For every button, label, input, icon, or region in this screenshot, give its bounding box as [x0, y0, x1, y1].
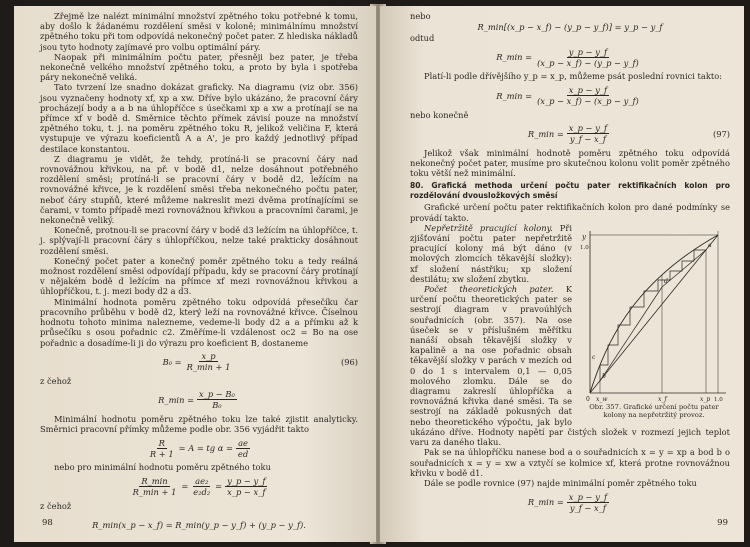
figure-357-caption: Obr. 357. Grafické určení počtu pater kolony na nepřetržitý provoz. [589, 402, 719, 419]
eq-min-eq1: = [181, 481, 189, 492]
eq-min-right-den: x_p − x_f [227, 487, 266, 498]
right-text-column [410, 11, 730, 516]
x-end-label: 1.0 [714, 396, 723, 403]
equation-97 [410, 123, 730, 145]
eq97-lhs: R_min = [527, 128, 564, 139]
section-80-title: 80. Grafická methoda určení počtu pater rektifikačních kolon pro rozdělování dvousložkových směsí [410, 181, 730, 200]
mccabe-thiele-diagram [578, 225, 730, 403]
left-paragraph-5: Konečně, protnou-li se pracovní čáry v bodě d3 ležícím na úhlopříčce, t. j. splývají-li pracovní čáry s úhlopříčkou, nelze také prakticky dosáhnout rozdělení směsi. [40, 225, 358, 256]
eq-b-numerator: y_p − y_f [568, 46, 608, 57]
point-d-label: d [664, 277, 668, 285]
z-cehoz-1: z čehož [40, 375, 72, 386]
eq-c-denominator: (x_p − x_f) − (x_p − y_f) [537, 96, 639, 107]
eq-a-text: R_min[(x_p − x_f) − (y_p − y_f)] = y_p − y_f [477, 22, 663, 33]
eq96-lhs: B₀ = [162, 356, 182, 367]
eq-b-denominator: (x_p − x_f) − (y_p − y_f) [537, 57, 639, 68]
eq96-denominator: R_min + 1 [186, 362, 231, 373]
figure-357 [578, 225, 730, 425]
right-theor-text: K určení počtu theoretických pater se sestrojí diagram v pravoúhlých souřadnicích (obr. 357). Na ose úseček se v příslušném měřítku nanáší obsah těkavější složky v kapalině a na ose pořadnic obsah těkavější složky v parách v mezích od 0 do 1 s intervalem 0,1 — 0,05 molového zlomku. Dále se do diagramu zakreslí úhlopříčka a rovnovážná křivka dané směsi. Ta se sestrojí na základě pokusných dat nebo theoretického výpočtu, jak bylo ukázáno dříve. Hodnoty napětí par čistých složek v rozmezí jejich teplot varu za daného tlaku. [410, 284, 730, 448]
eq-min-left-num: R_min [141, 476, 168, 487]
eq96-number: (96) [340, 356, 358, 367]
sub-heading-theoretical: Počet theoretických pater. [424, 284, 554, 295]
equation-tg [40, 437, 358, 459]
diagonal-line [590, 235, 718, 393]
right-page [380, 6, 744, 542]
left-text-column [40, 11, 358, 539]
eq-tg-right-num: ae [238, 437, 248, 448]
left-paragraph-4: Z diagramu je vidět, že tehdy, protíná-li se pracovní čáry nad rovnovážnou křivkou, na př. v bodě d1, nelze dosáhnout potřebného rozdělení směsi; protíná-li se pracovní čáry v bodě d2, ležícím na rovnovážné křivce, je k rozdělení směsi třeba nekonečného počtu pater, neboť čáry stupňů, které můžeme nakreslit mezi dvěma protínajícími se čarami, v tomto případě mezi rovnovážnou křivkou a pracovními čarami, je nekonečně veliký. [40, 153, 358, 226]
eq-b-fraction [535, 47, 641, 68]
eq-tg-right-den: ed [237, 448, 249, 459]
eq-tg-mid: = A = tg α = [178, 443, 233, 454]
y-top-label: 1.0 [580, 244, 589, 251]
point-c-label: c [592, 353, 596, 361]
eq-min-right [225, 476, 267, 497]
right-graficke: Grafické určení počtu pater rektifikačních kolon pro dané podmínky se provádí takto. [410, 202, 730, 223]
y-axis-label: y [582, 232, 586, 241]
xw-label: x_w [596, 395, 608, 403]
eq97-number: (97) [712, 128, 730, 139]
equation-96 [40, 351, 358, 373]
equation-c [410, 85, 730, 107]
eq97-numerator: x_p − y_f [568, 123, 608, 134]
equation-a [410, 21, 730, 33]
eq-last-left-text: R_min(x_p − x_f) = R_min(y_p − y_f) + (y_p − y_f). [92, 519, 306, 530]
eq-rmin1-denominator: B₀ [212, 400, 222, 411]
eq96-numerator: x_p [201, 351, 216, 362]
left-paragraph-min: nebo pro minimální hodnotu poměru zpětného toku [54, 462, 271, 473]
xp-label: x_p [700, 395, 711, 403]
eq-min-eq2: = [215, 481, 223, 492]
eq-tg-left-num: R [158, 437, 165, 448]
left-paragraph-7: Minimální hodnota poměru zpětného toku odpovídá přesečíku čar pracovního průběhu v bodě d2, který leží na rovnovážné křivce. Číselnou hodnotu tohoto minima nalezneme, vedeme-li body d2 a a přímku až k průsečíku s osou pořadnic c2. Změříme-li vzdálenost oc2 = Bo na ose pořadnic a dosadíme-li ji do výrazu pro koeficient B, dostaneme [40, 296, 358, 348]
eq-c-lhs: R_min = [496, 90, 533, 101]
eq-right-last-fraction [567, 492, 609, 513]
eq-right-last-denominator: y_f − x_f [569, 502, 606, 513]
eq-c-numerator: x_p − y_f [568, 85, 608, 96]
eq-right-last-lhs: R_min = [527, 497, 564, 507]
eq-min-left-den: R_min + 1 [132, 487, 177, 498]
right-dale: Dále se podle rovnice (97) najde minimální poměr zpětného toku [424, 477, 697, 488]
eq-min-mid-num: ae₂ [195, 476, 209, 487]
eq-tg-right [236, 438, 250, 459]
right-nebo-konecne: nebo konečně [410, 109, 469, 120]
left-paragraph-analytic: Minimální hodnotu poměru zpětného toku lze také zjistit analyticky. Směrnici pracovní přímky můžeme podle obr. 356 vyjádřit takto [40, 413, 358, 435]
eq97-denominator: y_f − x_f [569, 134, 606, 145]
eq-min-left [131, 476, 179, 497]
left-paragraph-1: Zřejmě lze nalézt minimální množství zpětného toku potřebné k tomu, aby došlo k žádanému rozdělení směsi v koloně; minimálnímu množství zpětného toku při tom odpovídá nekonečný počet pater. Z hlediska nákladů jsou tyto hodnoty zajímavé pro volbu optimální páry. [40, 11, 358, 52]
equation-rmin-1 [40, 389, 358, 411]
left-paragraph-2: Naopak při minimálním počtu pater, přesněji bez pater, je třeba nekonečně velkého množství zpětného toku, a proto by byla i spotřeba páry nekonečně veliká. [40, 51, 358, 83]
origin-label: 0 [586, 395, 590, 403]
eq-tg-left-den: R + 1 [149, 448, 174, 459]
eq-tg-left [148, 438, 176, 459]
point-b-label: b [602, 372, 606, 380]
operating-line-stripping [600, 287, 662, 381]
eq-b-lhs: R_min = [496, 52, 533, 63]
right-jelikoz: Jelikož však minimální hodnotě poměru zpětného toku odpovídá nekonečný počet pater, musíme pro skutečnou kolonu volit poměr zpětného toku větší než minimální. [410, 147, 730, 179]
eq-rmin1-lhs: R_min = [158, 394, 195, 405]
left-paragraph-6: Konečný počet pater a konečný poměr zpětného toku a tedy reálná možnost rozdělení směsi odpovídají případu, kdy se pracovní čáry protínají v nějakém bodě d ležícím na přímce xf mezi rovnovážnou křivkou a úhlopříčkou, t. j. mezi body d2 a d3. [40, 255, 358, 297]
equation-min [40, 476, 358, 498]
eq-min-mid-den: e₂d₂ [193, 487, 211, 498]
right-pak: Pak se na úhlopříčku nanese bod a o souřadnicích x = y = xp a bod b o souřadnicích x = y = xw a vztyčí se kolmice xf, která protne rovnovážnou křivku v bodě d1. [410, 447, 730, 478]
right-page-number: 99 [717, 518, 728, 528]
equation-b [410, 46, 730, 68]
point-a-label: a [708, 241, 712, 249]
eq-min-right-num: y_p − y_f [227, 476, 266, 487]
left-page [14, 6, 376, 542]
right-odtud: odtud [410, 33, 435, 44]
eq97-fraction [567, 123, 609, 144]
eq-c-fraction [535, 85, 641, 106]
equation-right-last [410, 491, 730, 513]
left-paragraph-3: Tato tvrzení lze snadno dokázat graficky. Na diagramu (viz obr. 356) jsou vyznačeny hodnoty xf, xp a xw. Dříve bylo ukázáno, že pracovní čáry procházejí body a a b na úhlopříčce s úsečkami xp a xw a protínají se na přímce xf v bodě d. Směrnice těchto přímek závisí pouze na množství zpětného toku, t. j. na poměru zpětného toku R, jelikož veličina F, která vystupuje ve výrazu koeficientů A a A', je pro každý jednotlivý případ destilace konstantou. [40, 82, 358, 154]
right-platili: Platí-li podle dřívějšího y_p = x_p, můžeme psát poslední rovnici takto: [424, 71, 722, 82]
right-zjistovani-text: Při zjišťování počtu pater nepřetržitě pracující kolony má být dáno (v molových zlomcích těkavější složky): xf složení nástřiku; xp složení destilátu; xw složení zbytku. [410, 222, 572, 284]
left-page-number: 98 [42, 518, 53, 528]
right-nebo: nebo [410, 11, 431, 21]
sub-heading-continuous: Nepřetržitě pracující kolony. [424, 222, 553, 233]
equation-last-left [40, 514, 358, 536]
eq-min-mid [191, 476, 212, 497]
z-cehoz-2: z čehož [40, 500, 72, 511]
eq-right-last-numerator: x_p − y_f [568, 491, 608, 502]
xf-label: x_f [658, 395, 667, 403]
eq-rmin1-numerator: x_p − B₀ [199, 389, 235, 400]
eq-rmin1-fraction [197, 389, 237, 410]
eq96-fraction [185, 351, 233, 372]
